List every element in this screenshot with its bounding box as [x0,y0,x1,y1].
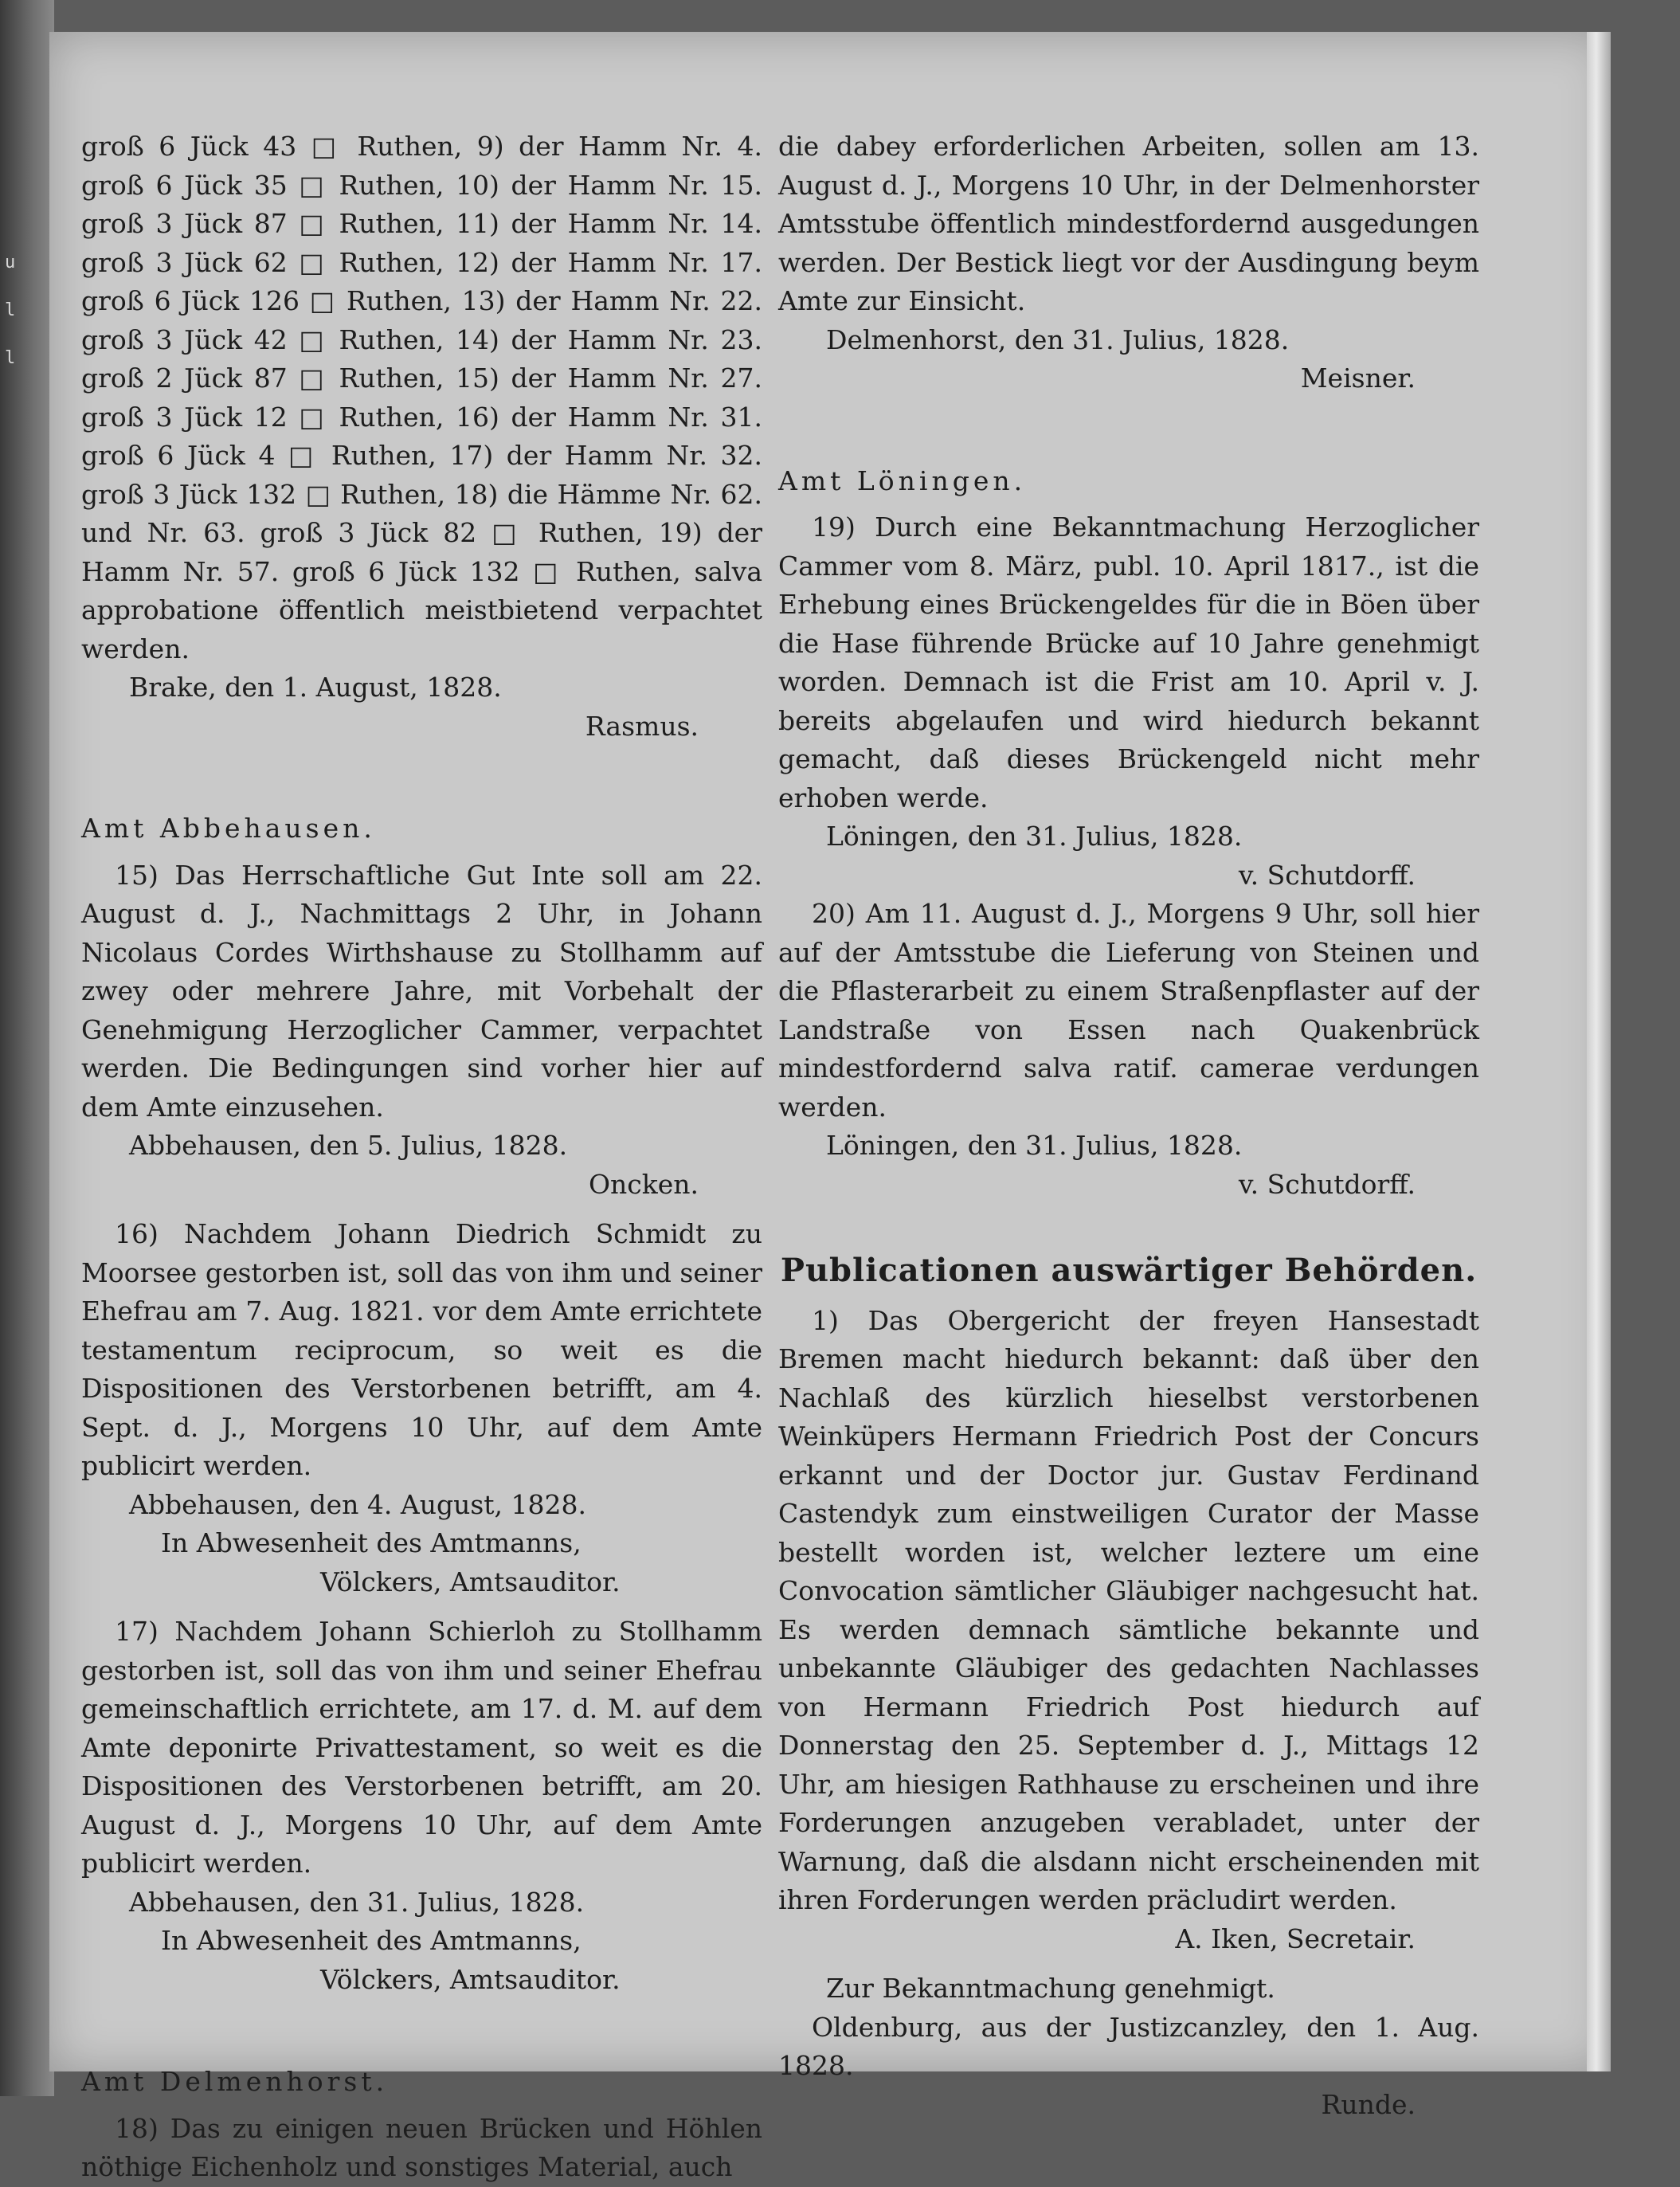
date-line: Brake, den 1. August, 1828. [129,672,502,703]
left-column [81,127,762,2187]
heading-amt-loeningen: Amt Löningen. [778,464,1027,496]
signature: Meisner. [1300,363,1416,394]
document-page [49,32,1611,2182]
scan-background-left [0,0,54,2096]
notice-20: 20) Am 11. August d. J., Morgens 9 Uhr, soll hier auf der Amtsstube die Lieferung von Steinen und die Pflasterarbeit zu einem Straßenpflaster auf der Landstraße von Essen nach Quakenbrück mindestfordernd salva ratif. camerae verdungen werden. [778,898,1479,1123]
in-absence-line: In Abwesenheit des Amtmanns, [161,1527,582,1558]
page-edge [1587,32,1611,2071]
signature: Völckers, Amtsauditor. [320,1566,621,1597]
date-line: Löningen, den 31. Julius, 1828. [826,821,1243,852]
spine-mark: u [5,253,16,272]
signature: Oncken. [588,1168,699,1200]
section-title-publicationen: Publicationen auswärtiger Behörden. [780,1252,1478,1289]
notice-16: 16) Nachdem Johann Diedrich Schmidt zu Moorsee gestorben ist, soll das von ihm und seiner Ehefrau am 7. Aug. 1821. vor dem Amte errichtete testamentum reciprocum, so weit es die Dispositionen des Verstorbenen betrifft, am 4. Sept. d. J., Morgens 10 Uhr, auf dem Amte publicirt werden. [81,1218,762,1481]
signature: v. Schutdorff. [1238,859,1416,891]
final-date-line: Oldenburg, aus der Justizcanzley, den 1. Aug. 1828. [778,2011,1479,2081]
right-column [778,127,1479,2124]
in-absence-line: In Abwesenheit des Amtmanns, [161,1925,582,1956]
heading-amt-delmenhorst: Amt Delmenhorst. [81,2066,389,2097]
date-line: Delmenhorst, den 31. Julius, 1828. [826,323,1290,355]
heading-amt-abbehausen: Amt Abbehausen. [81,813,376,844]
signature: A. Iken, Secretair. [1175,1922,1416,1954]
spine-mark: l [5,300,16,320]
publication-1: 1) Das Obergericht der freyen Hansestadt Bremen macht hiedurch bekannt: daß über den Nachlaß des kürzlich hieselbst verstorbenen Weinküpers Hermann Friedrich Post der Concurs erkannt und der Doctor jur. Gustav Ferdinand Castendyk zum einstweiligen Curator der Masse bestellt worden ist, welcher leztere um eine Convocation sämtlicher Gläubiger nachgesucht hat. Es werden demnach sämtliche bekannte und unbekannte Gläubiger des gedachten Nachlasses von Hermann Friedrich Post hiedurch auf Donnerstag den 25. September d. J., Mittags 12 Uhr, am hiesigen Rathhause zu erscheinen und ihre Forderungen anzugeben verabladet, unter der Warnung, daß die alsdann nicht erscheinenden mit ihren Forderungen werden präcludirt werden. [778,1304,1479,1915]
signature: Völckers, Amtsauditor. [320,1963,621,1995]
paragraph-ruthen-list: groß 6 Jück 43 □ Ruthen, 9) der Hamm Nr. 4. groß 6 Jück 35 □ Ruthen, 10) der Hamm Nr. 15. groß 3 Jück 87 □ Ruthen, 11) der Hamm Nr. 14. groß 3 Jück 62 □ Ruthen, 12) der Hamm Nr. 17. groß 6 Jück 126 □ Ruthen, 13) der Hamm Nr. 22. groß 3 Jück 42 □ Ruthen, 14) der Hamm Nr. 23. groß 2 Jück 87 □ Ruthen, 15) der Hamm Nr. 27. groß 3 Jück 12 □ Ruthen, 16) der Hamm Nr. 31. groß 6 Jück 4 □ Ruthen, 17) der Hamm Nr. 32. groß 3 Jück 132 □ Ruthen, 18) die Hämme Nr. 62. und Nr. 63. groß 3 Jück 82 □ Ruthen, 19) der Hamm Nr. 57. groß 6 Jück 132 □ Ruthen, salva approbatione öffentlich meistbietend verpachtet werden. [81,131,762,664]
date-line: Abbehausen, den 4. August, 1828. [129,1488,586,1520]
notice-18-continued: die dabey erforderlichen Arbeiten, sollen am 13. August d. J., Morgens 10 Uhr, in der Delmenhorster Amtsstube öffentlich mindestfordernd ausgedungen werden. Der Bestick liegt vor der Ausdingung beym Amte zur Einsicht. [778,131,1479,316]
signature: Rasmus. [585,710,699,742]
notice-15: 15) Das Herrschaftliche Gut Inte soll am 22. August d. J., Nachmittags 2 Uhr, in Johann Nicolaus Cordes Wirthshause zu Stollhamm auf zwey oder mehrere Jahre, mit Vorbehalt der Genehmigung Herzoglicher Cammer, verpachtet werden. Die Bedingungen sind vorher hier auf dem Amte einzusehen. [81,859,762,1123]
date-line: Abbehausen, den 31. Julius, 1828. [129,1886,585,1918]
spine-mark: l [5,348,16,368]
date-line: Abbehausen, den 5. Julius, 1828. [129,1130,568,1161]
approval-line: Zur Bekanntmachung genehmigt. [826,1973,1275,2004]
notice-17: 17) Nachdem Johann Schierloh zu Stollhamm gestorben ist, soll das von ihm und seiner Ehefrau gemeinschaftlich errichtete, am 17. d. M. auf dem Amte deponirte Privattestament, so weit es die Dispositionen des Verstorbenen betrifft, am 20. August d. J., Morgens 10 Uhr, auf dem Amte publicirt werden. [81,1616,762,1879]
signature: v. Schutdorff. [1238,1168,1416,1200]
signature: Runde. [1321,2088,1416,2120]
notice-18: 18) Das zu einigen neuen Brücken und Höhlen nöthige Eichenholz und sonstiges Material, auch [81,2112,762,2182]
notice-19: 19) Durch eine Bekanntmachung Herzoglicher Cammer vom 8. März, publ. 10. April 1817., ist die Erhebung eines Brückengeldes für die in Böen über die Hase führende Brücke auf 10 Jahre genehmigt worden. Demnach ist die Frist am 10. April v. J. bereits abgelaufen und wird hiedurch bekannt gemacht, daß dieses Brückengeld nicht mehr erhoben werde. [778,511,1479,813]
date-line: Löningen, den 31. Julius, 1828. [826,1130,1243,1161]
spine-marks [5,239,16,382]
